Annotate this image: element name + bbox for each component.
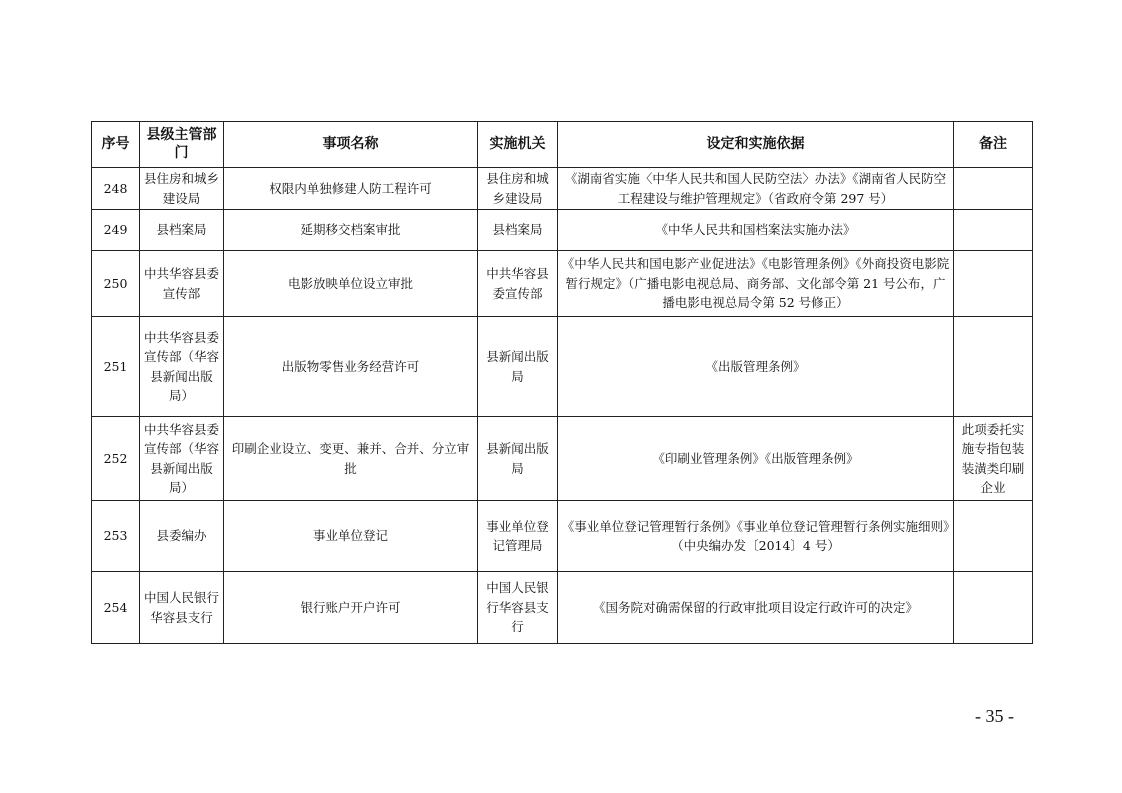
cell-item: 出版物零售业务经营许可 xyxy=(224,317,478,417)
cell-remark xyxy=(954,168,1033,210)
header-seq: 序号 xyxy=(92,122,140,168)
page-number: - 35 - xyxy=(975,706,1014,726)
cell-item: 银行账户开户许可 xyxy=(224,572,478,644)
cell-agency: 县新闻出版局 xyxy=(478,317,558,417)
cell-remark xyxy=(954,251,1033,317)
header-basis: 设定和实施依据 xyxy=(558,122,954,168)
cell-dept: 中共华容县委宣传部 xyxy=(140,251,224,317)
cell-agency: 中国人民银行华容县支行 xyxy=(478,572,558,644)
cell-basis: 《湖南省实施〈中华人民共和国人民防空法〉办法》《湖南省人民防空工程建设与维护管理规定》（省政府令第 297 号） xyxy=(558,168,954,210)
header-agency: 实施机关 xyxy=(478,122,558,168)
cell-seq: 248 xyxy=(92,168,140,210)
approval-items-table xyxy=(91,121,1033,644)
cell-dept: 县住房和城乡建设局 xyxy=(140,168,224,210)
table-row xyxy=(92,168,1033,210)
cell-agency: 县档案局 xyxy=(478,210,558,251)
header-row xyxy=(92,122,1033,168)
cell-agency: 中共华容县委宣传部 xyxy=(478,251,558,317)
cell-basis: 《国务院对确需保留的行政审批项目设定行政许可的决定》 xyxy=(558,572,954,644)
cell-seq: 253 xyxy=(92,501,140,572)
table-row xyxy=(92,572,1033,644)
cell-agency: 县住房和城乡建设局 xyxy=(478,168,558,210)
cell-basis: 《事业单位登记管理暂行条例》《事业单位登记管理暂行条例实施细则》（中央编办发〔2014〕4 号） xyxy=(558,501,954,572)
cell-basis: 《出版管理条例》 xyxy=(558,317,954,417)
cell-seq: 252 xyxy=(92,417,140,501)
table-row xyxy=(92,251,1033,317)
cell-remark xyxy=(954,501,1033,572)
cell-item: 印刷企业设立、变更、兼并、合并、分立审批 xyxy=(224,417,478,501)
table-row xyxy=(92,417,1033,501)
table-row xyxy=(92,317,1033,417)
cell-seq: 249 xyxy=(92,210,140,251)
cell-seq: 250 xyxy=(92,251,140,317)
cell-dept: 县档案局 xyxy=(140,210,224,251)
cell-item: 权限内单独修建人防工程许可 xyxy=(224,168,478,210)
table-row xyxy=(92,210,1033,251)
cell-dept: 中共华容县委宣传部（华容县新闻出版局） xyxy=(140,417,224,501)
cell-agency: 县新闻出版局 xyxy=(478,417,558,501)
cell-dept: 中国人民银行华容县支行 xyxy=(140,572,224,644)
cell-basis: 《中华人民共和国档案法实施办法》 xyxy=(558,210,954,251)
cell-item: 电影放映单位设立审批 xyxy=(224,251,478,317)
header-dept: 县级主管部门 xyxy=(140,122,224,168)
cell-agency: 事业单位登记管理局 xyxy=(478,501,558,572)
cell-basis: 《印刷业管理条例》《出版管理条例》 xyxy=(558,417,954,501)
cell-item: 事业单位登记 xyxy=(224,501,478,572)
header-remark: 备注 xyxy=(954,122,1033,168)
cell-item: 延期移交档案审批 xyxy=(224,210,478,251)
cell-remark xyxy=(954,210,1033,251)
cell-remark: 此项委托实施专指包装装潢类印刷企业 xyxy=(954,417,1033,501)
cell-dept: 中共华容县委宣传部（华容县新闻出版局） xyxy=(140,317,224,417)
table-row xyxy=(92,501,1033,572)
cell-remark xyxy=(954,572,1033,644)
cell-seq: 254 xyxy=(92,572,140,644)
cell-dept: 县委编办 xyxy=(140,501,224,572)
header-item: 事项名称 xyxy=(224,122,478,168)
cell-basis: 《中华人民共和国电影产业促进法》《电影管理条例》《外商投资电影院暂行规定》（广播电影电视总局、商务部、文化部令第 21 号公布，广播电影电视总局令第 52 号修正） xyxy=(558,251,954,317)
cell-remark xyxy=(954,317,1033,417)
cell-seq: 251 xyxy=(92,317,140,417)
